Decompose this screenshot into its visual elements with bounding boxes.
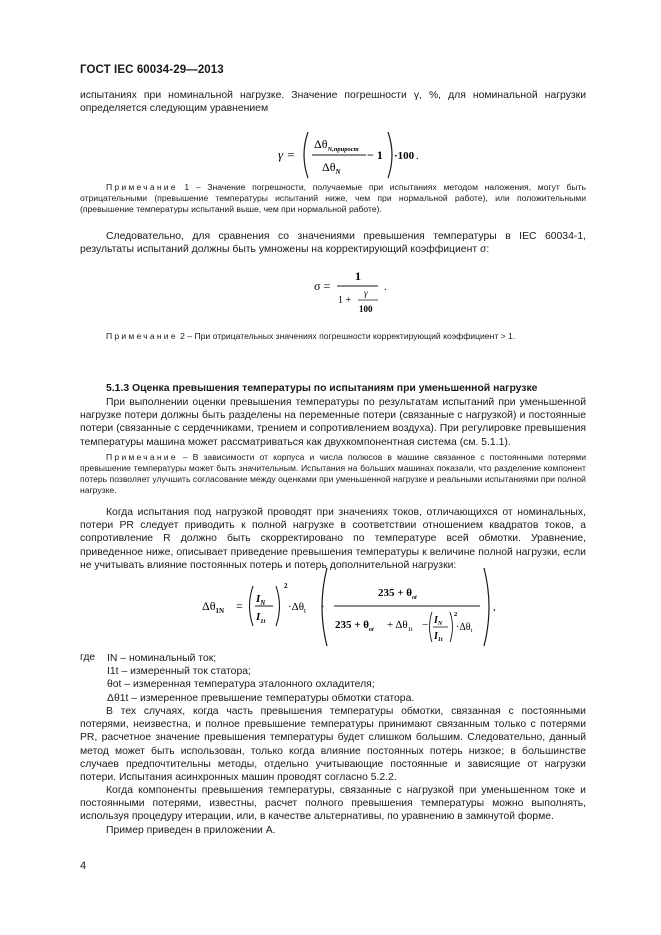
where-item: I1t – измеренный ток статора; (107, 666, 251, 678)
where-list (107, 652, 414, 705)
formula-den-a: $235 + \theta_{ot}$ (335, 619, 374, 633)
formula-eq: = (236, 599, 243, 613)
note-3 (80, 452, 586, 496)
note-1 (80, 182, 586, 215)
formula-ratio-num: $I_N$ (256, 593, 266, 607)
formula-inner-right-paren (450, 612, 453, 642)
paragraph-constant-losses: В тех случаях, когда часть превышения температуры обмотки, связанная с постоянными потерями, неизвестна, и полное превышение температуры принимают связанным только с потерями PR, расчетное значение превышения температуры будет слишком большим. Следовательно, данный метод может быть использован, только когда влияние постоянных потерь низкое; в большинстве случаев предпочтительны методы, отдельно учитывающие постоянные и зависящие от нагрузки потери. Испытания асинхронных машин проводят согласно 5.2.2. (80, 706, 586, 784)
formula-ratio-den: $I_{1t}$ (256, 611, 266, 625)
formula-sigma-one-plus: 1 + (338, 295, 352, 306)
formula-gamma-right-paren (388, 132, 392, 178)
formula-gamma-minus-one: − 1 (367, 148, 383, 162)
formula-den-c: − (422, 619, 429, 631)
formula-inner-square-exp: 2 (454, 611, 458, 618)
formula-gamma-num: $\Delta\theta_{N,прирост}$ (314, 137, 359, 153)
formula-gamma-lhs: γ = (278, 147, 296, 162)
note-1-text: 1 – Значение погрешности, получаемые при испытаниях методом наложения, могут быть отрицательными (превышение температуры испытаний ниже, чем при нормальной работе), или положительными (превышение температуры испытаний выше, чем при нормальной работе). (80, 182, 586, 214)
paragraph-reduced-load: При выполнении оценки превышения температуры по результатам испытаний при уменьшенной нагрузке потери должны быть разделены на переменные потери (связанные с нагрузкой) и постоянные потери (связанные с сердечниками, трением и сопротивлением воздуха). При регулировке превышения температуры машина может рассматриваться как двухкомпонентная система (см. 5.1.1). (80, 397, 586, 448)
note-1-label: Примечание (106, 182, 178, 192)
formula-inner-num: $I_N$ (434, 615, 443, 627)
where-item: θot – измеренная температура эталонного охладителя; (107, 679, 375, 691)
note-3-text: – В зависимости от корпуса и числа полюсов в машине связанное с постоянными потерями превышение температуры может быть значительным. Испытания на больших машинах показали, что разделение компонент потерь позволяет улучшить согласование между оценками при уменьшенной нагрузке и реальными испытаниями при полной нагрузке. (80, 452, 586, 495)
formula-den-b: + $\Delta\theta_{1t}$ (387, 619, 413, 633)
formula-sigma-lhs: σ = (314, 279, 331, 293)
formula-den-d: $\cdot\Delta\theta_t$ (456, 622, 473, 634)
formula-gamma-end: . (416, 150, 419, 162)
document-header: ГОСТ IEC 60034-29—2013 (80, 64, 224, 76)
formula-lhs: $\Delta\theta_{1N}$ (202, 599, 225, 615)
formula-gamma-den: $\Delta\theta_N$ (322, 160, 341, 176)
formula-sigma-hundred: 100 (359, 304, 373, 314)
formula-inner-den: $I_{1t}$ (434, 631, 443, 643)
formula-gamma-times: ·100 (394, 150, 415, 162)
formula-temperature-rise (200, 566, 500, 648)
formula-sigma-gamma: γ (364, 288, 368, 298)
formula-big-right-paren (484, 568, 489, 646)
paragraph-intro: испытаниях при номинальной нагрузке. Значение погрешности γ, %, для номинальной нагрузки определяется следующим уравнением (80, 90, 586, 115)
paragraph-iteration: Когда компоненты превышения температуры, связанные с нагрузкой при уменьшенном токе и постоянными потерями, известны, расчет полного превышения температуры можно выполнять, используя процедуру итерации, или, в качестве альтернативы, по уравнению в замкнутой форме. (80, 785, 586, 823)
where-item: IN – номинальный ток; (107, 653, 217, 664)
where-item: Δθ1t – измеренное превышение температуры обмотки статора. (107, 692, 415, 704)
formula-ratio-right-paren (276, 586, 280, 626)
note-2-text: 2 – При отрицательных значениях погрешности корректирующий коэффициент > 1. (177, 331, 516, 341)
formula-sigma (312, 266, 392, 318)
formula-delta-t: $\cdot\Delta\theta_t$ (288, 601, 306, 615)
where-label: где (80, 652, 96, 663)
note-2 (80, 331, 586, 342)
formula-inner-left-paren (430, 612, 433, 642)
paragraph-load-currents: Когда испытания под нагрузкой проводят при значениях токов, отличающихся от номинальных, потери PR следует приводить к полной нагрузке в соответствии отношением квадратов токов, а сопротивление R должно быть скорректировано по температуре всей обмотки. Уравнение, приведенное ниже, описывает приведение превышения температуры к величине полной нагрузки, если не учитывать влияние постоянных потерь и потерь дополнительной нагрузки: (80, 507, 586, 571)
note-2-label: Примечание (106, 331, 178, 341)
paragraph-example: Пример приведен в приложении А. (106, 825, 276, 836)
formula-end: , (493, 601, 496, 613)
paragraph-correction: Следовательно, для сравнения со значениями превышения температуры в IEC 60034-1, результаты испытаний должны быть умножены на корректирующий коэффициент σ: (80, 231, 586, 256)
note-3-label: Примечание (106, 452, 178, 462)
formula-square-exp: 2 (284, 582, 288, 590)
formula-ratio-left-paren (250, 586, 254, 626)
section-heading: 5.1.3 Оценка превышения температуры по испытаниям при уменьшенной нагрузке (106, 383, 538, 394)
page-number: 4 (80, 860, 87, 872)
formula-sigma-end: . (384, 281, 387, 293)
formula-gamma-left-paren (304, 132, 308, 178)
formula-numerator: $235 + \theta_{ot}$ (378, 587, 417, 601)
formula-dot: · (321, 601, 325, 613)
formula-gamma (270, 128, 420, 182)
formula-sigma-num: 1 (355, 269, 361, 283)
